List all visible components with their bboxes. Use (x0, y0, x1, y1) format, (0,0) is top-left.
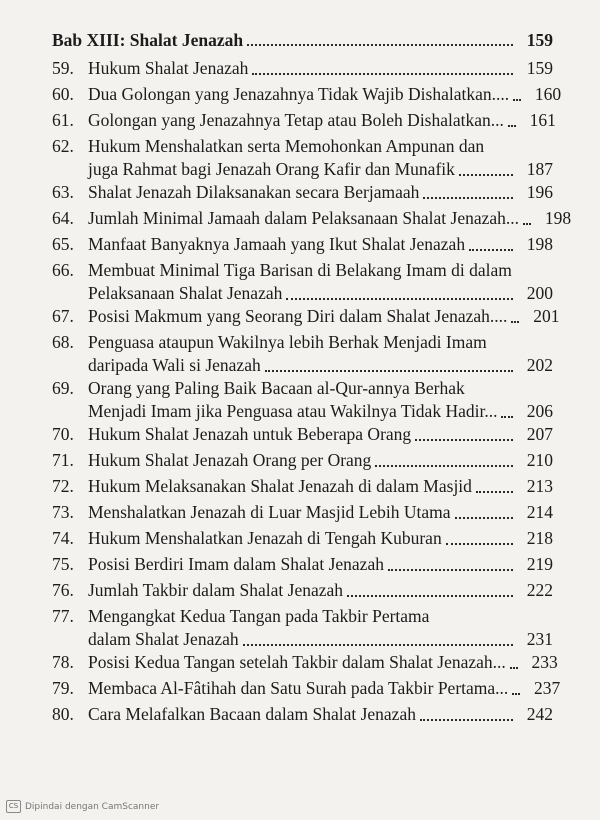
toc-entry-line (52, 135, 557, 158)
toc-entry (52, 605, 557, 651)
toc-entry (52, 423, 557, 446)
entry-number: 69. (52, 378, 74, 398)
entry-title: Dua Golongan yang Jenazahnya Tidak Wajib Dishalatkan.... (88, 84, 510, 104)
toc-entry (52, 501, 557, 524)
toc-entry-line (52, 553, 557, 576)
leader-dots (247, 44, 513, 46)
entry-title: Hukum Shalat Jenazah Orang per Orang (88, 450, 372, 470)
toc-entry-line (52, 259, 557, 282)
leader-dots (469, 249, 513, 251)
toc-entry-line (52, 527, 557, 550)
entry-page-number: 198 (526, 234, 553, 254)
toc-entry (52, 109, 557, 132)
toc-entry (52, 57, 557, 80)
entry-number: 65. (52, 234, 74, 254)
entry-number: 74. (52, 528, 74, 548)
toc-entry (52, 377, 557, 423)
entry-number: 59. (52, 58, 74, 78)
toc-entry-line (52, 158, 557, 181)
entry-title: Pelaksanaan Shalat Jenazah (88, 283, 283, 303)
entry-page-number: 160 (534, 84, 562, 104)
toc-entry-line (52, 83, 562, 106)
entry-page-number: 201 (533, 306, 560, 326)
entry-title: Membuat Minimal Tiga Barisan di Belakang Imam di dalam (88, 260, 512, 280)
toc-entry-line (52, 57, 557, 80)
entry-title: Penguasa ataupun Wakilnya lebih Berhak Menjadi Imam (88, 332, 487, 352)
entry-page-number: 207 (526, 424, 553, 444)
toc-entry-line (52, 501, 557, 524)
toc-entry-line (52, 605, 557, 628)
toc-entry-line (52, 233, 557, 256)
toc-entry (52, 181, 557, 204)
entry-number: 73. (52, 502, 74, 522)
entry-title: Hukum Shalat Jenazah untuk Beberapa Orang (88, 424, 412, 444)
leader-dots (512, 693, 520, 695)
leader-dots (347, 595, 513, 597)
chapter-heading (52, 30, 557, 51)
entry-title: dalam Shalat Jenazah (88, 629, 239, 649)
toc-entry (52, 449, 557, 472)
entry-number: 77. (52, 606, 74, 626)
leader-dots (243, 644, 513, 646)
toc-entry (52, 305, 560, 328)
leader-dots (252, 73, 513, 75)
toc-entry-line (52, 282, 557, 305)
toc-entry-line (52, 331, 557, 354)
toc-entry (52, 135, 557, 181)
camscanner-icon: CS (6, 800, 21, 813)
watermark-text: Dipindai dengan CamScanner (25, 801, 160, 812)
leader-dots (459, 174, 513, 176)
entry-number: 78. (52, 652, 74, 672)
entry-title: Menjadi Imam jika Penguasa atau Wakilnya Tidak Hadir... (88, 401, 498, 421)
entry-title: Manfaat Banyaknya Jamaah yang Ikut Shalat Jenazah (88, 234, 466, 254)
entry-title: Hukum Shalat Jenazah (88, 58, 249, 78)
toc-entry-line (52, 423, 557, 446)
entry-title: Orang yang Paling Baik Bacaan al-Qur-annya Berhak (88, 378, 465, 398)
leader-dots (508, 125, 516, 127)
entry-title: Cara Melafalkan Bacaan dalam Shalat Jenazah (88, 704, 416, 724)
entry-number: 62. (52, 136, 74, 156)
leader-dots (523, 223, 531, 225)
toc-entry (52, 259, 557, 305)
leader-dots (420, 719, 513, 721)
entry-title: Posisi Makmum yang Seorang Diri dalam Shalat Jenazah.... (88, 306, 508, 326)
leader-dots (513, 99, 521, 101)
entry-title: juga Rahmat bagi Jenazah Orang Kafir dan Munafik (88, 159, 455, 179)
toc-entry-line (52, 677, 561, 700)
leader-dots (501, 416, 513, 418)
entry-title: Mengangkat Kedua Tangan pada Takbir Pertama (88, 606, 430, 626)
entry-page-number: 187 (526, 159, 553, 179)
toc-entry (52, 475, 557, 498)
toc-entry (52, 579, 557, 602)
entry-page-number: 161 (529, 110, 556, 130)
entry-number: 61. (52, 110, 74, 130)
toc-entry (52, 233, 557, 256)
toc-entry-line (52, 449, 557, 472)
entry-number: 80. (52, 704, 74, 724)
toc-entry-line (52, 651, 557, 674)
toc-entry (52, 651, 557, 674)
entry-number: 67. (52, 306, 74, 326)
toc-entry (52, 331, 557, 377)
entry-number: 71. (52, 450, 74, 470)
entry-title: Hukum Menshalatkan Jenazah di Tengah Kuburan (88, 528, 442, 548)
toc-entry-line (52, 475, 557, 498)
leader-dots (423, 197, 513, 199)
entry-number: 79. (52, 678, 74, 698)
leader-dots (476, 491, 513, 493)
entry-title: Golongan yang Jenazahnya Tetap atau Boleh Dishalatkan... (88, 110, 504, 130)
toc-entry (52, 677, 561, 700)
entry-number: 72. (52, 476, 74, 496)
toc-entry (52, 207, 572, 230)
entry-page-number: 214 (526, 502, 553, 522)
toc-entry (52, 553, 557, 576)
entry-title: Posisi Kedua Tangan setelah Takbir dalam Shalat Jenazah... (88, 652, 506, 672)
toc-entry (52, 527, 557, 550)
entry-page-number: 242 (526, 704, 553, 724)
leader-dots (286, 298, 513, 300)
entry-number: 66. (52, 260, 74, 280)
entry-title: Jumlah Minimal Jamaah dalam Pelaksanaan Shalat Jenazah... (88, 208, 520, 228)
entry-page-number: 231 (526, 629, 553, 649)
entry-number: 75. (52, 554, 74, 574)
entry-number: 68. (52, 332, 74, 352)
entry-page-number: 210 (526, 450, 553, 470)
toc-entry (52, 703, 557, 726)
leader-dots (265, 370, 513, 372)
entry-page-number: 218 (526, 528, 553, 548)
entry-title: Hukum Melaksanakan Shalat Jenazah di dalam Masjid (88, 476, 472, 496)
chapter-page-number: 159 (526, 30, 553, 50)
toc-entry (52, 83, 562, 106)
toc-entry-line (52, 207, 572, 230)
toc-entry-line (52, 109, 557, 132)
toc-entry-line (52, 181, 557, 204)
entry-number: 64. (52, 208, 74, 228)
entry-page-number: 200 (526, 283, 553, 303)
entry-number: 63. (52, 182, 74, 202)
toc-entry-line (52, 354, 557, 377)
toc-entry-line (52, 579, 557, 602)
entry-title: daripada Wali si Jenazah (88, 355, 261, 375)
leader-dots (388, 569, 513, 571)
entry-page-number: 233 (531, 652, 558, 672)
entry-page-number: 213 (526, 476, 553, 496)
toc-entry-line (52, 628, 557, 651)
leader-dots (446, 543, 513, 545)
chapter-title: Bab XIII: Shalat Jenazah (52, 30, 244, 50)
entry-title: Hukum Menshalatkan serta Memohonkan Ampunan dan (88, 136, 485, 156)
leader-dots (511, 321, 519, 323)
toc-entry-line (52, 305, 560, 328)
leader-dots (375, 465, 513, 467)
toc-entry-line (52, 703, 557, 726)
scanner-watermark (6, 800, 159, 813)
leader-dots (415, 439, 513, 441)
entry-number: 70. (52, 424, 74, 444)
toc-entry-line (52, 400, 557, 423)
entry-title: Posisi Berdiri Imam dalam Shalat Jenazah (88, 554, 384, 574)
entry-page-number: 198 (544, 208, 572, 228)
entry-page-number: 202 (526, 355, 553, 375)
entry-title: Membaca Al-Fâtihah dan Satu Surah pada Takbir Pertama... (88, 678, 509, 698)
entry-number: 76. (52, 580, 74, 600)
entry-page-number: 206 (526, 401, 553, 421)
entry-title: Shalat Jenazah Dilaksanakan secara Berjamaah (88, 182, 420, 202)
toc-entry-line (52, 377, 557, 400)
entry-title: Menshalatkan Jenazah di Luar Masjid Lebih Utama (88, 502, 451, 522)
leader-dots (455, 517, 513, 519)
entry-number: 60. (52, 84, 74, 104)
entry-page-number: 159 (526, 58, 553, 78)
entry-page-number: 219 (526, 554, 553, 574)
entry-title: Jumlah Takbir dalam Shalat Jenazah (88, 580, 344, 600)
entry-page-number: 237 (534, 678, 561, 698)
leader-dots (510, 667, 518, 669)
entry-page-number: 222 (526, 580, 553, 600)
entry-page-number: 196 (526, 182, 553, 202)
